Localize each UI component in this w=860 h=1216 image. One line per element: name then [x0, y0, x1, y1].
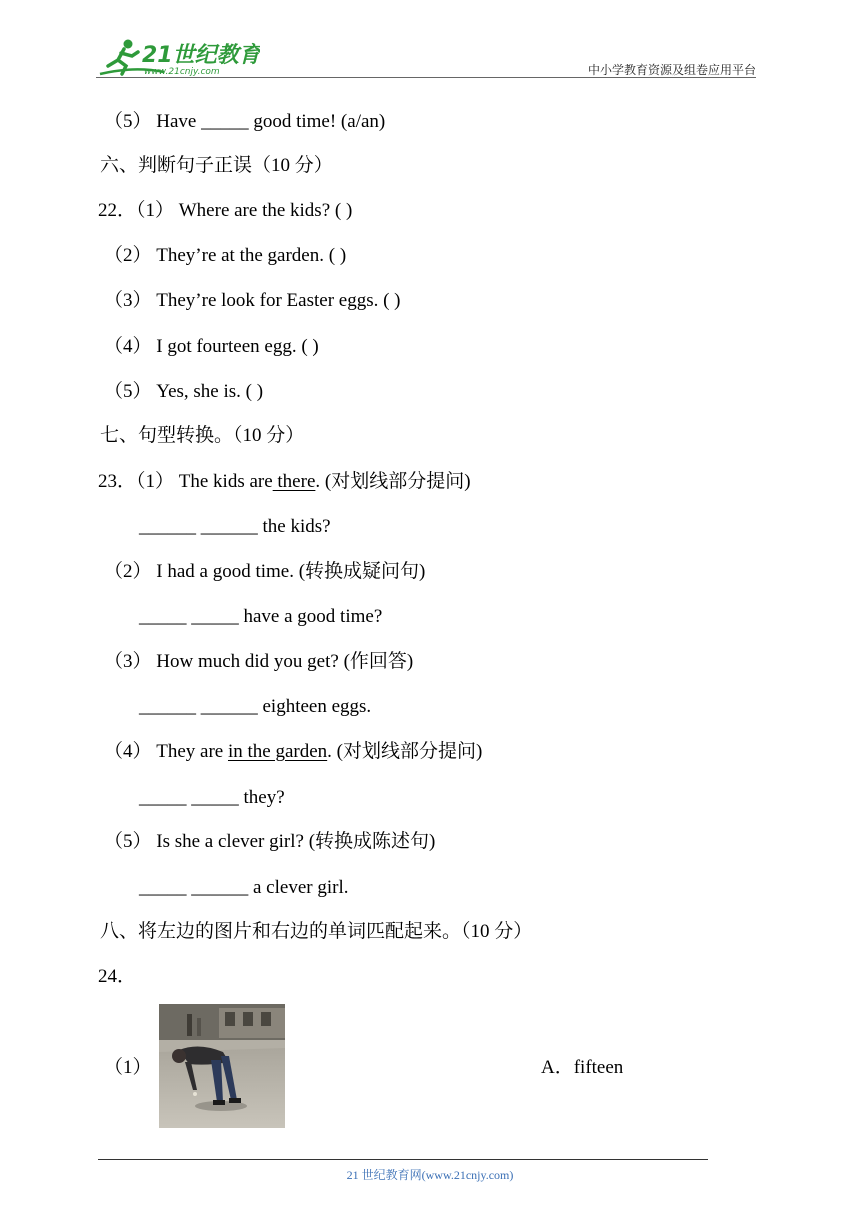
q22-item-4: （4） I got fourteen egg. ( ): [104, 336, 319, 357]
q22-item-1: 22．（1） Where are the kids? ( ): [98, 200, 353, 221]
q24-photo-1: [159, 1004, 285, 1128]
q23-item-4-instruction: . (对划线部分提问): [327, 741, 483, 762]
section-6-heading: 六、判断句子正误（10 分）: [100, 155, 333, 176]
q22-item-3: （3） They’re look for Easter eggs. ( ): [104, 290, 401, 311]
q23-item-3: （3） How much did you get? (作回答): [104, 651, 414, 672]
site-logo: [94, 36, 260, 80]
q23-answer-2: _____ _____ have a good time?: [139, 606, 383, 627]
q23-item-1-underlined: there: [272, 471, 316, 492]
q23-answer-1: ______ ______ the kids?: [139, 516, 331, 537]
footer-text: 21 世纪教育网(www.21cnjy.com): [346, 1168, 514, 1182]
q21-item-5: （5） Have _____ good time! (a/an): [104, 111, 386, 132]
q23-item-4: [104, 741, 482, 763]
header-divider: [96, 77, 756, 78]
footer-divider: [98, 1159, 708, 1160]
q23-item-1: [98, 471, 471, 493]
q23-item-1-instruction: . (对划线部分提问): [315, 471, 471, 492]
q23-answer-5: _____ ______ a clever girl.: [139, 877, 349, 898]
q23-item-4-text: （4） They are: [104, 741, 228, 762]
q24-item-1-label: （1）: [104, 1057, 152, 1078]
q24-number: 24．: [98, 966, 137, 987]
q23-item-4-underlined: in the garden: [227, 741, 328, 762]
q22-item-5: （5） Yes, she is. ( ): [104, 381, 264, 402]
q23-item-5: （5） Is she a clever girl? (转换成陈述句): [104, 831, 436, 852]
q23-answer-3: ______ ______ eighteen eggs.: [139, 696, 372, 717]
section-8-heading: 八、将左边的图片和右边的单词匹配起来。（10 分）: [100, 921, 533, 942]
q23-item-2: （2） I had a good time. (转换成疑问句): [104, 561, 426, 582]
platform-name: 中小学教育资源及组卷应用平台: [587, 63, 756, 77]
section-7-heading: 七、句型转换。（10 分）: [100, 425, 305, 446]
q23-answer-4: _____ _____ they?: [139, 787, 285, 808]
q22-item-2: （2） They’re at the garden. ( ): [104, 245, 347, 266]
svg-text:www.21cnjy.com: www.21cnjy.com: [144, 67, 220, 77]
svg-text:21世纪教育: 21世纪教育: [142, 43, 260, 68]
q23-item-1-text: 23．（1） The kids are: [98, 471, 273, 492]
option-a: A．fifteen: [541, 1057, 624, 1078]
